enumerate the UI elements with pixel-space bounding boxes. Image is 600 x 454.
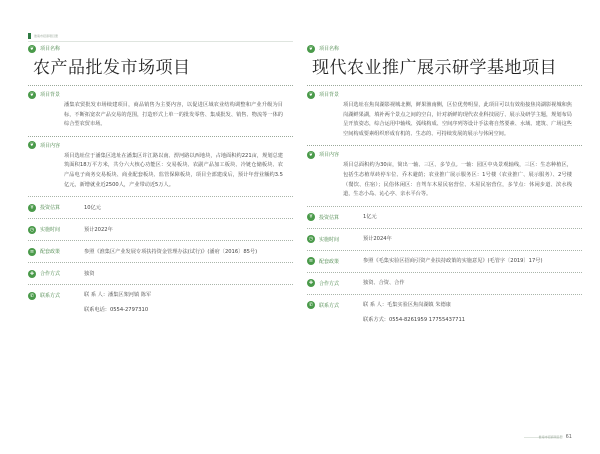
clock-icon: ◷ [308, 236, 314, 243]
contact-row: ✆ 联系方式 联 系 人：潘集区架河镇 陈军 [29, 292, 152, 300]
mode-value: 独资 [84, 270, 95, 277]
policy-value: 参照《淮集区产业发展专项扶持资金管理办法(试行)》(潘府〔2016〕85号) [84, 248, 258, 255]
content-text: 项目选址位于潘集区选址在潘集区许江路以南、淠河路以西地块，占地面积约221亩，规划总建筑面积18万平方米，共分六大核心功能区：交易板块、农副产品加工板块、冷链仓储板块、农产品电子商务交易板块、商业配套板块、监管保障板块，项目全部建成后，预计年营业额约3.5亿元，新增就业近2500人，产业带动近5万人。 [64, 152, 283, 188]
mode-row: ✚ 合作方式 独资 [29, 270, 95, 278]
page-number: 61 [565, 434, 572, 440]
header-marker [28, 33, 31, 39]
contact-row: ✆ 联系方式 联 系 人：毛集实验区焦岗湖镇 朱德康 [308, 301, 451, 309]
time-row: ◷ 实施时间 预计2022年 [29, 226, 113, 234]
policy-row: ≡ 配套政策 参照《淮集区产业发展专项扶持资金管理办法(试行)》(潘府〔2016〕85号) [29, 248, 258, 256]
divider [28, 240, 293, 241]
divider [28, 262, 293, 263]
leaf-icon: ❦ [308, 91, 314, 98]
investment-value: 10亿元 [84, 204, 101, 211]
divider [307, 294, 582, 295]
leaf-icon: ❦ [308, 45, 314, 52]
investment-row: ¥ 投资估算 10亿元 [28, 203, 293, 212]
leaf-icon: ❦ [29, 91, 35, 98]
content-section [28, 141, 293, 190]
time-row: ◷ 实施时间 预计2024年 [308, 236, 392, 243]
handshake-icon: ✚ [308, 280, 314, 287]
mode-row: ✚ 合作方式 独资、合资、合作 [308, 280, 405, 287]
content-label: ❦ 项目内容 [308, 151, 340, 159]
contact-phone: 联系方式：0554-8261959 17755437711 [363, 316, 466, 323]
background-label: ❦ 项目背景 [29, 91, 61, 98]
name-label: ❦ 项目名称 [29, 45, 61, 52]
divider [307, 145, 582, 146]
phone-icon: ✆ [29, 292, 35, 299]
contact-person: 联 系 人：潘集区架河镇 陈军 [84, 292, 152, 299]
divider [307, 85, 582, 86]
background-section [307, 90, 582, 139]
investment-value: 1亿元 [363, 214, 377, 221]
policy-value: 参照《毛集实验区招商引资产业扶持政策的实施意见》(毛管字〔2019〕17号) [363, 258, 543, 265]
contact-phone: 联系电话：0554-2797310 [84, 307, 149, 314]
background-section [28, 90, 293, 130]
policy-row: ≡ 配套政策 参照《毛集实验区招商引资产业扶持政策的实施意见》(毛管字〔2019〕17号) [308, 258, 543, 265]
divider [28, 136, 293, 137]
footer-text: 淮南市招商项目册 [538, 435, 563, 439]
contact-person: 联 系 人：毛集实验区焦岗湖镇 朱德康 [363, 301, 451, 308]
divider [28, 284, 293, 285]
investment-row: ¥ 投资估算 1亿元 [307, 213, 582, 222]
project-title: 农产品批发市场项目 [33, 58, 191, 78]
divider [28, 218, 293, 219]
left-project-page [28, 44, 293, 315]
document-icon: ≡ [29, 248, 35, 255]
page-footer [539, 434, 572, 440]
divider [307, 250, 582, 251]
contact-phone-row [307, 316, 582, 325]
leaf-icon: ❦ [29, 142, 35, 149]
content-section [307, 150, 582, 199]
name-label: ❦ 项目名称 [308, 45, 340, 52]
document-icon: ≡ [308, 258, 314, 265]
mode-value: 独资、合资、合作 [363, 280, 405, 287]
right-project-page [307, 44, 582, 325]
background-label: ❦ 项目背景 [308, 91, 340, 98]
background-text: 潘集农贸批发市场续建项目，商品销售为主要内容，以促进区域农业结构调整和产业升级为目标，不断拓宽农产品交易的范围，打造形式上单一的批发零售、集成批发、销售、物流等一体的综合型农贸市场。 [64, 102, 283, 128]
clock-icon: ◷ [29, 226, 35, 233]
coin-icon: ¥ [28, 204, 36, 212]
divider [307, 228, 582, 229]
phone-icon: ✆ [308, 302, 314, 309]
content-text: 项目总面积约为30亩，简出一轴、三区、多节点。一轴：园区中央景观轴线，三区：生态种植区，包括生态植草砖停车位、乔木避荫；农业推广展示服务区：1号楼（农业推广、展示服务）、2号楼（餐饮、住宿）；民俗休闲区：自驾车木屋民宿营位、木屋民宿营位，多节点：休闲步道、滨水栈道，生态小岛、沁心亭、亲水平台等。 [343, 162, 572, 198]
background-text: 项目选址在焦岗湖影视城北侧，鲜果渔南侧，区位优势明显，此项目可以有效衔接焦岗湖影视城和焦岗湖鲜果湖，填补两个景点之间的空白，针对新鲜的现代农业科技展厅、展示及研学主题，规划布局呈开放姿态，综合运用中轴线、弧线构成、空间序列等设计手法将自然要素、水域、建筑、广场这些空间构成要素组织形成有机的、生态的、可持续发展的展示与休闲空间。 [343, 102, 572, 137]
leaf-icon: ❦ [29, 45, 35, 52]
contact-phone-row [28, 306, 293, 315]
handshake-icon: ✚ [29, 270, 35, 277]
header-divider [28, 41, 293, 42]
divider [28, 85, 293, 86]
header-text: 淮南市招商项目册 [34, 33, 59, 38]
time-value: 预计2024年 [363, 236, 392, 243]
divider [307, 272, 582, 273]
page-header [28, 33, 58, 39]
project-title: 现代农业推广展示研学基地项目 [312, 58, 557, 78]
leaf-icon: ❦ [308, 151, 314, 158]
content-label: ❦ 项目内容 [29, 142, 61, 149]
time-value: 预计2022年 [84, 226, 113, 233]
divider [307, 206, 582, 207]
coin-icon: ¥ [307, 213, 315, 221]
divider [28, 196, 293, 197]
